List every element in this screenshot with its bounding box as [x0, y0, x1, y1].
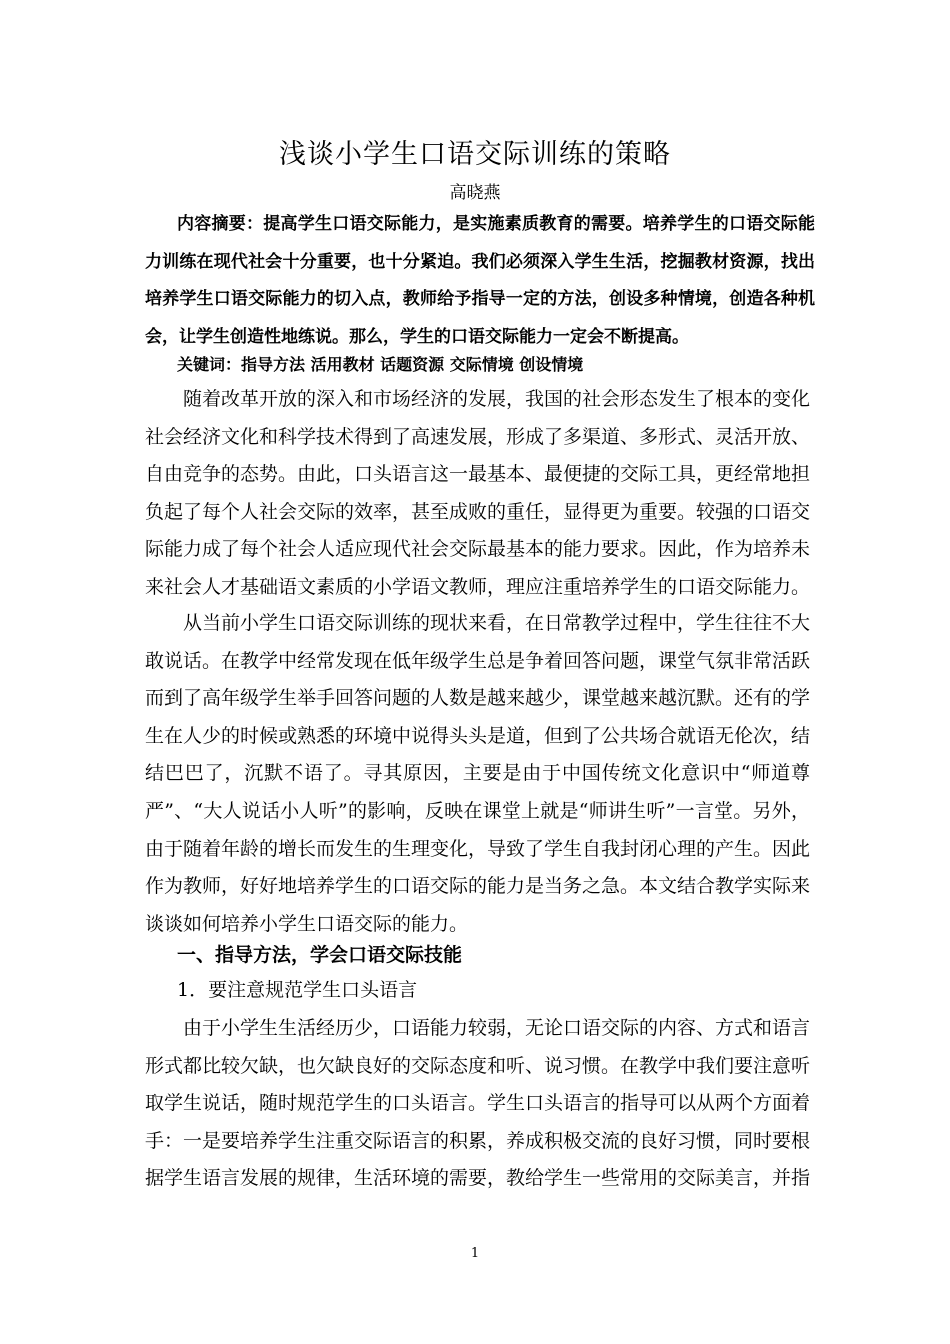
abstract-paragraph: 内容摘要：提高学生口语交际能力，是实施素质教育的需要。培养学生的口语交际能力训练在现代社会十分重要，也十分紧迫。我们必须深入学生生活，挖掘教材资源，找出培养学生口语交际能力的切入点，教师给予指导一定的方法，创设多种情境，创造各种机会，让学生创造性地练说。那么，学生的口语交际能力一定会不断提高。 — [145, 214, 815, 347]
body-paragraph-3: 由于小学生生活经历少，口语能力较弱，无论口语交际的内容、方式和语言形式都比较欠缺，也欠缺良好的交际态度和听、说习惯。在教学中我们要注意听取学生说话，随时规范学生的口头语言。学生口头语言的指导可以从两个方面着手：一是要培养学生注重交际语言的积累，养成积极交流的良好习惯，同时要根据学生语言发展的规律，生活环境的需要，教给学生一些常用的交际美言，并指 — [145, 1017, 811, 1190]
keywords-line: 关键词：指导方法 活用教材 话题资源 交际情境 创设情境 — [177, 355, 584, 374]
subsection-heading: 1．要注意规范学生口头语言 — [177, 979, 418, 1001]
page-number: 1 — [470, 1246, 480, 1261]
body-paragraph-2: 从当前小学生口语交际训练的现状来看，在日常教学过程中，学生往往不大敢说话。在教学中经常发现在低年级学生总是争着回答问题，课堂气氛非常活跃而到了高年级学生举手回答问题的人数是越来越少，课堂越来越沉默。还有的学生在人少的时候或熟悉的环境中说得头头是道，但到了公共场合就语无伦次，结结巴巴了，沉默不语了。寻其原因，主要是由于中国传统文化意识中“师道尊严”、“大人说话小人听”的影响，反映在课堂上就是“师讲生听”一言堂。另外，由于随着年龄的增长而发生的生理变化，导致了学生自我封闭心理的产生。因此作为教师，好好地培养学生的口语交际的能力是当务之急。本文结合教学实际来谈谈如何培养小学生口语交际的能力。 — [145, 612, 811, 935]
author-name: 高晓燕 — [449, 183, 501, 203]
body-paragraph-1: 随着改革开放的深入和市场经济的发展，我国的社会形态发生了根本的变化社会经济文化和科学技术得到了高速发展，形成了多渠道、多形式、灵活开放、自由竞争的态势。由此，口头语言这一最基本、最便捷的交际工具，更经常地担负起了每个人社会交际的效率，甚至成败的重任，显得更为重要。较强的口语交际能力成了每个社会人适应现代社会交际最基本的能力要求。因此，作为培养未来社会人才基础语文素质的小学语文教师，理应注重培养学生的口语交际能力。 — [145, 388, 811, 598]
section-heading: 一、指导方法，学会口语交际技能 — [177, 944, 463, 966]
document-title: 浅谈小学生口语交际训练的策略 — [279, 139, 671, 170]
